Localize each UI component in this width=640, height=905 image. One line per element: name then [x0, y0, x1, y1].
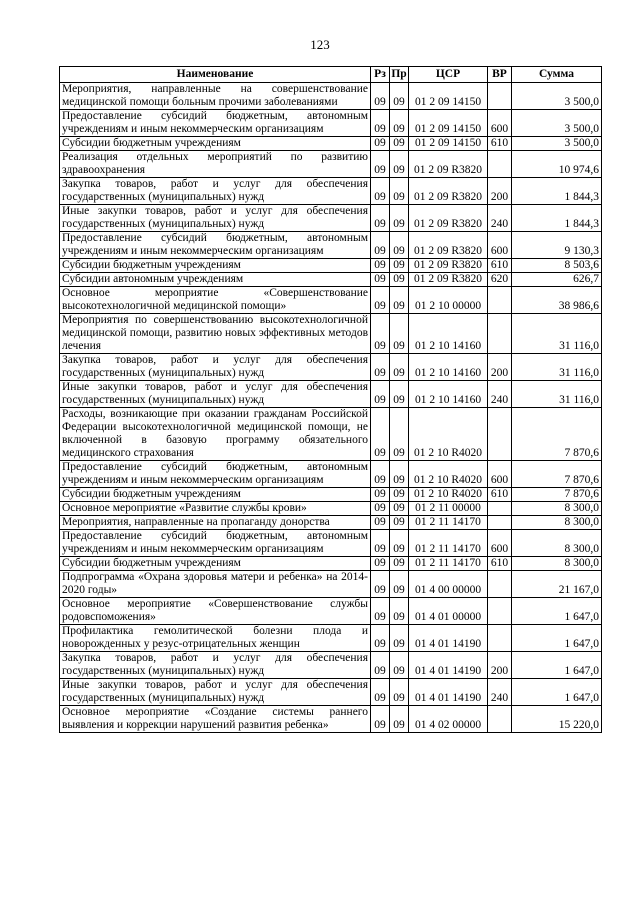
cell-pr: 09 — [390, 652, 409, 679]
cell-rz: 09 — [371, 598, 390, 625]
cell-csr: 01 2 10 00000 — [409, 287, 488, 314]
cell-rz: 09 — [371, 557, 390, 571]
cell-vr: 240 — [488, 205, 512, 232]
cell-rz: 09 — [371, 151, 390, 178]
cell-sum: 8 300,0 — [512, 516, 602, 530]
cell-csr: 01 2 10 14160 — [409, 381, 488, 408]
cell-sum: 3 500,0 — [512, 110, 602, 137]
cell-vr — [488, 83, 512, 110]
cell-name: Иные закупки товаров, работ и услуг для обеспечения государственных (муниципальных) нужд — [60, 679, 371, 706]
cell-name: Мероприятия, направленные на пропаганду донорства — [60, 516, 371, 530]
cell-pr: 09 — [390, 83, 409, 110]
cell-name: Реализация отдельных мероприятий по развитию здравоохранения — [60, 151, 371, 178]
cell-pr: 09 — [390, 706, 409, 733]
table-row — [60, 706, 602, 733]
table-row — [60, 598, 602, 625]
cell-rz: 09 — [371, 381, 390, 408]
cell-sum: 7 870,6 — [512, 461, 602, 488]
cell-rz: 09 — [371, 259, 390, 273]
cell-vr — [488, 502, 512, 516]
cell-name: Предоставление субсидий бюджетным, автономным учреждениям и иным некоммерческим организациям — [60, 530, 371, 557]
cell-csr: 01 2 09 R3820 — [409, 259, 488, 273]
cell-pr: 09 — [390, 679, 409, 706]
cell-csr: 01 2 11 14170 — [409, 516, 488, 530]
page-number: 123 — [310, 37, 330, 52]
cell-name: Основное мероприятие «Создание системы раннего выявления и коррекции нарушений развития ребенка» — [60, 706, 371, 733]
cell-vr: 200 — [488, 652, 512, 679]
cell-rz: 09 — [371, 461, 390, 488]
cell-rz: 09 — [371, 516, 390, 530]
cell-sum: 1 647,0 — [512, 598, 602, 625]
cell-csr: 01 2 09 14150 — [409, 83, 488, 110]
cell-vr — [488, 625, 512, 652]
cell-vr — [488, 598, 512, 625]
header-sum: Сумма — [512, 67, 602, 83]
cell-name: Предоставление субсидий бюджетным, автономным учреждениям и иным некоммерческим организациям — [60, 461, 371, 488]
header-csr: ЦСР — [409, 67, 488, 83]
cell-sum: 31 116,0 — [512, 381, 602, 408]
cell-sum: 626,7 — [512, 273, 602, 287]
table-row — [60, 178, 602, 205]
header-vr: ВР — [488, 67, 512, 83]
cell-csr: 01 2 09 R3820 — [409, 273, 488, 287]
cell-pr: 09 — [390, 488, 409, 502]
cell-name: Закупка товаров, работ и услуг для обеспечения государственных (муниципальных) нужд — [60, 354, 371, 381]
cell-rz: 09 — [371, 205, 390, 232]
cell-name: Иные закупки товаров, работ и услуг для обеспечения государственных (муниципальных) нужд — [60, 205, 371, 232]
table-row — [60, 259, 602, 273]
cell-name: Мероприятия по совершенствованию высокотехнологичной медицинской помощи, развитию новых эффективных методов лечения — [60, 314, 371, 354]
cell-name: Субсидии бюджетным учреждениям — [60, 137, 371, 151]
table-row — [60, 557, 602, 571]
table-row — [60, 205, 602, 232]
cell-vr: 240 — [488, 679, 512, 706]
cell-sum: 31 116,0 — [512, 354, 602, 381]
cell-name: Предоставление субсидий бюджетным, автономным учреждениям и иным некоммерческим организациям — [60, 110, 371, 137]
cell-pr: 09 — [390, 354, 409, 381]
cell-vr: 600 — [488, 110, 512, 137]
cell-pr: 09 — [390, 232, 409, 259]
cell-pr: 09 — [390, 205, 409, 232]
cell-rz: 09 — [371, 83, 390, 110]
header-pr: Пр — [390, 67, 409, 83]
cell-csr: 01 2 10 R4020 — [409, 488, 488, 502]
table-row — [60, 530, 602, 557]
table-row — [60, 461, 602, 488]
cell-csr: 01 4 01 14190 — [409, 679, 488, 706]
cell-name: Основное мероприятие «Развитие службы крови» — [60, 502, 371, 516]
cell-csr: 01 2 10 R4020 — [409, 461, 488, 488]
cell-pr: 09 — [390, 273, 409, 287]
cell-pr: 09 — [390, 571, 409, 598]
cell-pr: 09 — [390, 259, 409, 273]
cell-name: Закупка товаров, работ и услуг для обеспечения государственных (муниципальных) нужд — [60, 652, 371, 679]
cell-pr: 09 — [390, 110, 409, 137]
cell-rz: 09 — [371, 273, 390, 287]
cell-rz: 09 — [371, 178, 390, 205]
cell-sum: 31 116,0 — [512, 314, 602, 354]
budget-table — [59, 66, 602, 733]
cell-pr: 09 — [390, 381, 409, 408]
cell-rz: 09 — [371, 571, 390, 598]
table-row — [60, 381, 602, 408]
cell-sum: 8 300,0 — [512, 557, 602, 571]
table-row — [60, 314, 602, 354]
cell-vr: 600 — [488, 461, 512, 488]
cell-rz: 09 — [371, 625, 390, 652]
cell-name: Субсидии бюджетным учреждениям — [60, 557, 371, 571]
cell-sum: 7 870,6 — [512, 408, 602, 461]
cell-rz: 09 — [371, 488, 390, 502]
cell-rz: 09 — [371, 314, 390, 354]
table-row — [60, 408, 602, 461]
cell-vr — [488, 151, 512, 178]
cell-pr: 09 — [390, 151, 409, 178]
cell-sum: 8 503,6 — [512, 259, 602, 273]
cell-name: Основное мероприятие «Совершенствование службы родовспоможения» — [60, 598, 371, 625]
cell-csr: 01 2 10 14160 — [409, 314, 488, 354]
cell-vr: 200 — [488, 354, 512, 381]
table-row — [60, 679, 602, 706]
cell-rz: 09 — [371, 408, 390, 461]
cell-vr: 200 — [488, 178, 512, 205]
table-row — [60, 137, 602, 151]
cell-pr: 09 — [390, 557, 409, 571]
cell-rz: 09 — [371, 679, 390, 706]
cell-rz: 09 — [371, 652, 390, 679]
cell-rz: 09 — [371, 502, 390, 516]
cell-csr: 01 2 10 14160 — [409, 354, 488, 381]
cell-name: Мероприятия, направленные на совершенствование медицинской помощи больным прочими заболеваниями — [60, 83, 371, 110]
cell-name: Подпрограмма «Охрана здоровья матери и ребенка» на 2014-2020 годы» — [60, 571, 371, 598]
cell-pr: 09 — [390, 598, 409, 625]
cell-pr: 09 — [390, 625, 409, 652]
cell-vr: 610 — [488, 488, 512, 502]
table-row — [60, 273, 602, 287]
cell-csr: 01 4 01 14190 — [409, 652, 488, 679]
cell-rz: 09 — [371, 287, 390, 314]
cell-sum: 8 300,0 — [512, 502, 602, 516]
table-header-row — [60, 67, 602, 83]
cell-name: Иные закупки товаров, работ и услуг для обеспечения государственных (муниципальных) нужд — [60, 381, 371, 408]
cell-name: Предоставление субсидий бюджетным, автономным учреждениям и иным некоммерческим организациям — [60, 232, 371, 259]
cell-pr: 09 — [390, 516, 409, 530]
cell-csr: 01 2 09 14150 — [409, 110, 488, 137]
cell-pr: 09 — [390, 461, 409, 488]
table-body — [60, 83, 602, 733]
table-row — [60, 354, 602, 381]
cell-vr: 610 — [488, 259, 512, 273]
cell-rz: 09 — [371, 232, 390, 259]
table-row — [60, 625, 602, 652]
cell-name: Субсидии бюджетным учреждениям — [60, 488, 371, 502]
cell-rz: 09 — [371, 706, 390, 733]
cell-csr: 01 2 09 R3820 — [409, 151, 488, 178]
cell-sum: 1 844,3 — [512, 178, 602, 205]
cell-sum: 1 647,0 — [512, 652, 602, 679]
cell-name: Расходы, возникающие при оказании гражданам Российской Федерации высокотехнологичной медицинской помощи, не включенной в базовую программу обязательного медицинского страхования — [60, 408, 371, 461]
cell-sum: 9 130,3 — [512, 232, 602, 259]
cell-pr: 09 — [390, 287, 409, 314]
cell-pr: 09 — [390, 178, 409, 205]
cell-vr — [488, 706, 512, 733]
cell-vr: 610 — [488, 137, 512, 151]
cell-csr: 01 4 01 14190 — [409, 625, 488, 652]
cell-csr: 01 2 09 R3820 — [409, 232, 488, 259]
table-row — [60, 488, 602, 502]
cell-vr: 610 — [488, 557, 512, 571]
cell-rz: 09 — [371, 354, 390, 381]
cell-name: Основное мероприятие «Совершенствование высокотехнологичной медицинской помощи» — [60, 287, 371, 314]
table-row — [60, 287, 602, 314]
table-row — [60, 110, 602, 137]
cell-csr: 01 4 00 00000 — [409, 571, 488, 598]
cell-sum: 3 500,0 — [512, 83, 602, 110]
table-row — [60, 83, 602, 110]
cell-vr: 600 — [488, 232, 512, 259]
cell-vr: 240 — [488, 381, 512, 408]
cell-sum: 3 500,0 — [512, 137, 602, 151]
cell-csr: 01 4 01 00000 — [409, 598, 488, 625]
cell-rz: 09 — [371, 110, 390, 137]
cell-sum: 7 870,6 — [512, 488, 602, 502]
cell-rz: 09 — [371, 530, 390, 557]
header-name: Наименование — [60, 67, 371, 83]
cell-csr: 01 4 02 00000 — [409, 706, 488, 733]
cell-sum: 8 300,0 — [512, 530, 602, 557]
cell-csr: 01 2 11 00000 — [409, 502, 488, 516]
table-row — [60, 516, 602, 530]
cell-sum: 21 167,0 — [512, 571, 602, 598]
header-rz: Рз — [371, 67, 390, 83]
cell-name: Субсидии автономным учреждениям — [60, 273, 371, 287]
cell-sum: 15 220,0 — [512, 706, 602, 733]
cell-pr: 09 — [390, 530, 409, 557]
cell-csr: 01 2 10 R4020 — [409, 408, 488, 461]
cell-vr — [488, 571, 512, 598]
cell-sum: 1 647,0 — [512, 625, 602, 652]
cell-vr — [488, 408, 512, 461]
cell-rz: 09 — [371, 137, 390, 151]
cell-csr: 01 2 09 R3820 — [409, 178, 488, 205]
cell-sum: 1 647,0 — [512, 679, 602, 706]
cell-vr: 620 — [488, 273, 512, 287]
cell-vr — [488, 516, 512, 530]
table-row — [60, 502, 602, 516]
table-row — [60, 232, 602, 259]
cell-csr: 01 2 09 14150 — [409, 137, 488, 151]
table-row — [60, 652, 602, 679]
cell-vr: 600 — [488, 530, 512, 557]
cell-sum: 38 986,6 — [512, 287, 602, 314]
table-row — [60, 571, 602, 598]
cell-sum: 10 974,6 — [512, 151, 602, 178]
cell-name: Субсидии бюджетным учреждениям — [60, 259, 371, 273]
cell-csr: 01 2 11 14170 — [409, 530, 488, 557]
cell-pr: 09 — [390, 408, 409, 461]
cell-pr: 09 — [390, 137, 409, 151]
cell-name: Профилактика гемолитической болезни плода и новорожденных у резус-отрицательных женщин — [60, 625, 371, 652]
cell-pr: 09 — [390, 502, 409, 516]
table-row — [60, 151, 602, 178]
cell-sum: 1 844,3 — [512, 205, 602, 232]
cell-csr: 01 2 09 R3820 — [409, 205, 488, 232]
cell-vr — [488, 314, 512, 354]
cell-vr — [488, 287, 512, 314]
cell-name: Закупка товаров, работ и услуг для обеспечения государственных (муниципальных) нужд — [60, 178, 371, 205]
cell-pr: 09 — [390, 314, 409, 354]
cell-csr: 01 2 11 14170 — [409, 557, 488, 571]
